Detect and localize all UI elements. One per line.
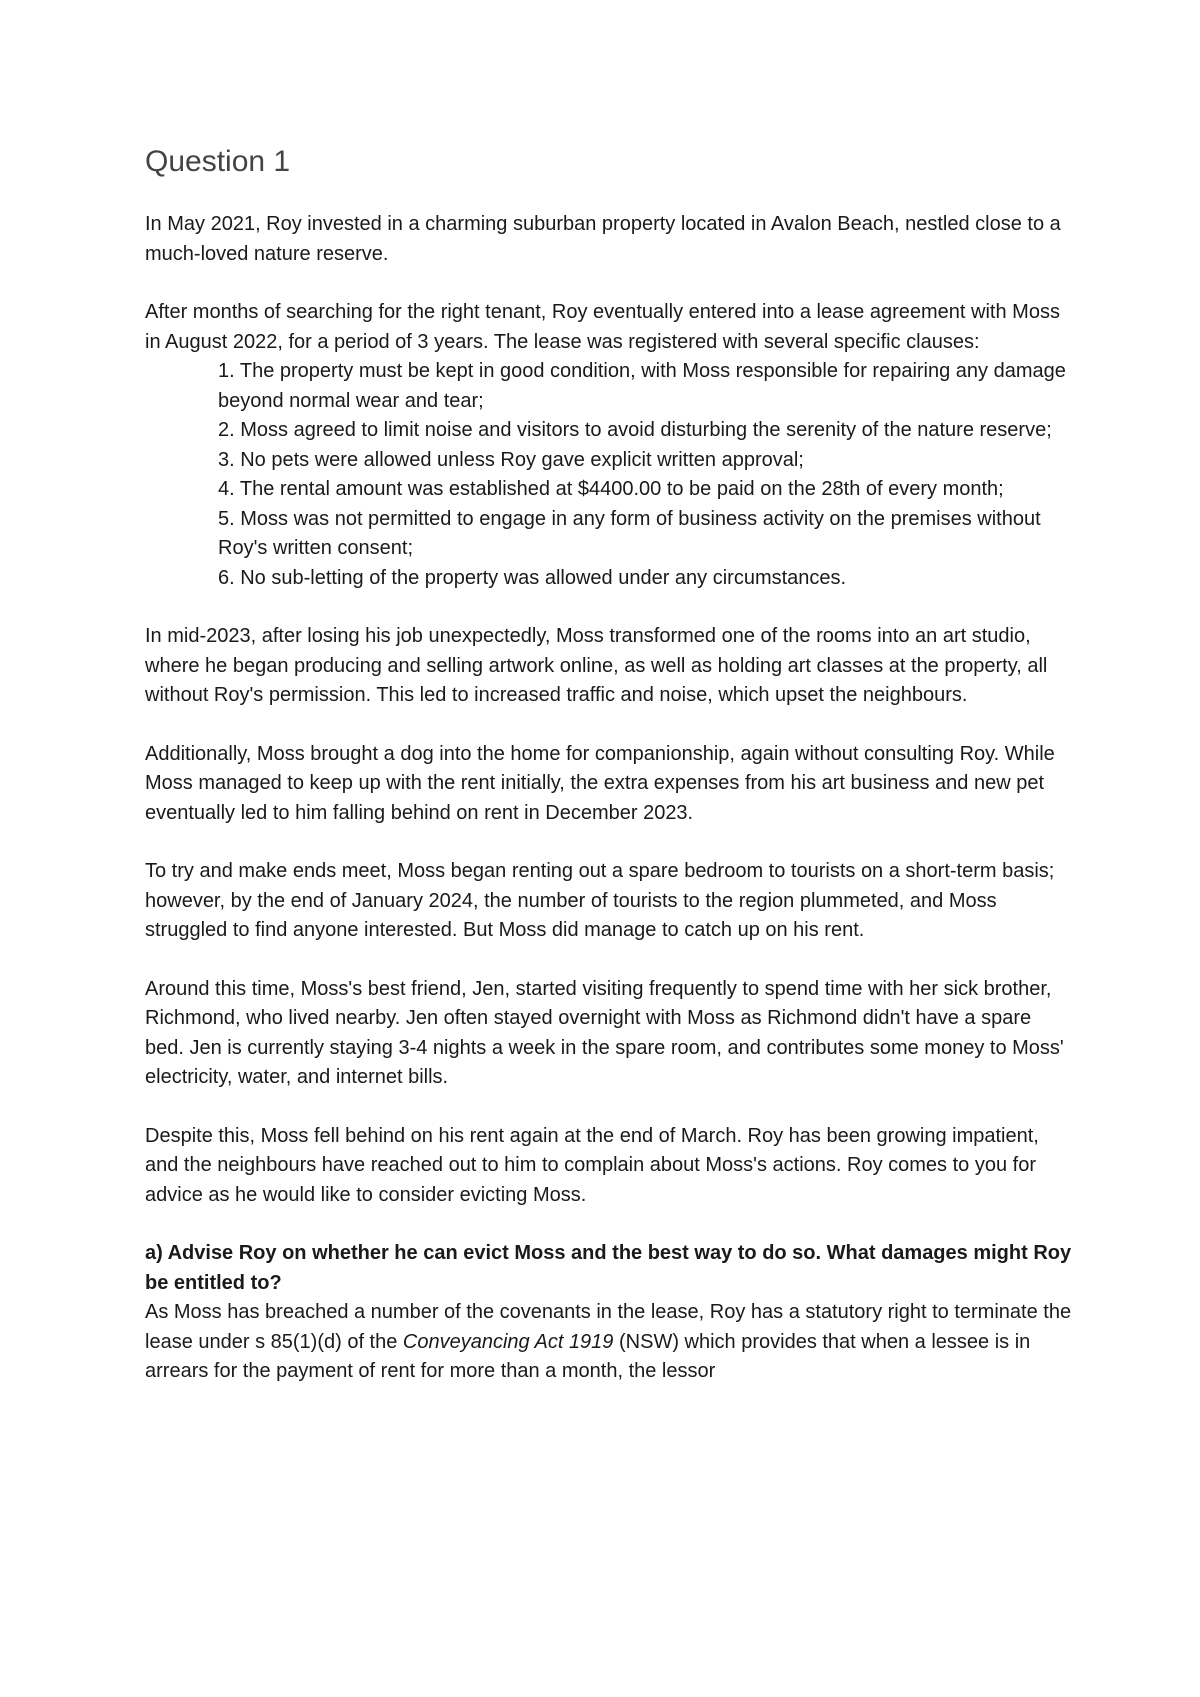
- lease-clause: 5. Moss was not permitted to engage in any form of business activity on the premises without Roy's written consent;: [218, 507, 1041, 559]
- answer-paragraph: [145, 1298, 1075, 1387]
- act-citation: Conveyancing Act 1919: [402, 1330, 614, 1353]
- paragraph-eviction-advice: Despite this, Moss fell behind on his rent again at the end of March. Roy has been growing impatient, and the neighbours have reached out to him to complain about Moss's actions. Roy comes to you for advice as he would like to consider evicting Moss.: [145, 1124, 1039, 1206]
- lease-clause: 6. No sub-letting of the property was allowed under any circumstances.: [218, 566, 847, 589]
- paragraph-jen-visits: Around this time, Moss's best friend, Jen, started visiting frequently to spend time with her sick brother, Richmond, who lived nearby. Jen often stayed overnight with Moss as Richmond didn't have a spare bed. Jen is currently staying 3-4 nights a week in the spare room, and contributes some money to Moss' electricity, water, and internet bills.: [145, 977, 1064, 1088]
- lease-clause: 2. Moss agreed to limit noise and visitors to avoid disturbing the serenity of the nature reserve;: [218, 419, 1052, 441]
- lease-clauses-list: [145, 357, 1075, 593]
- paragraph-art-studio: In mid-2023, after losing his job unexpectedly, Moss transformed one of the rooms into an art studio, where he began producing and selling artwork online, as well as holding art classes at the property, all without Roy's permission. This led to increased traffic and noise, which upset the neighbours.: [145, 625, 1048, 706]
- answer-text-before: As Moss has breached a number of the covenants in the lease, Roy has a statutory right to terminate the lease under s 85(1)(d) of the: [145, 1301, 1072, 1353]
- answer-text-after: (NSW) which provides that when a lessee is in arrears for the payment of rent for more than a month, the lessor: [145, 1330, 1031, 1382]
- paragraph-property-purchase: In May 2021, Roy invested in a charming suburban property located in Avalon Beach, nestled close to a much-loved nature reserve.: [145, 213, 1061, 265]
- lease-clause: 3. No pets were allowed unless Roy gave explicit written approval;: [218, 448, 804, 471]
- question-title: Question 1: [145, 145, 291, 178]
- paragraph-lease-agreement: After months of searching for the right tenant, Roy eventually entered into a lease agreement with Moss in August 2022, for a period of 3 years. The lease was registered with several specific clauses:: [145, 301, 1060, 353]
- question-a: a) Advise Roy on whether he can evict Moss and the best way to do so. What damages might Roy be entitled to?: [145, 1242, 1072, 1294]
- lease-clause: 1. The property must be kept in good condition, with Moss responsible for repairing any damage beyond normal wear and tear;: [218, 360, 1066, 412]
- document-page: [145, 140, 1075, 1387]
- paragraph-subletting: To try and make ends meet, Moss began renting out a spare bedroom to tourists on a short-term basis; however, by the end of January 2024, the number of tourists to the region plummeted, and Moss struggled to find anyone interested. But Moss did manage to catch up on his rent.: [145, 860, 1055, 941]
- lease-clause: 4. The rental amount was established at $4400.00 to be paid on the 28th of every month;: [218, 478, 1004, 500]
- paragraph-dog-and-rent: Additionally, Moss brought a dog into the home for companionship, again without consulting Roy. While Moss managed to keep up with the rent initially, the extra expenses from his art business and new pet eventually led to him falling behind on rent in December 2023.: [145, 742, 1055, 824]
